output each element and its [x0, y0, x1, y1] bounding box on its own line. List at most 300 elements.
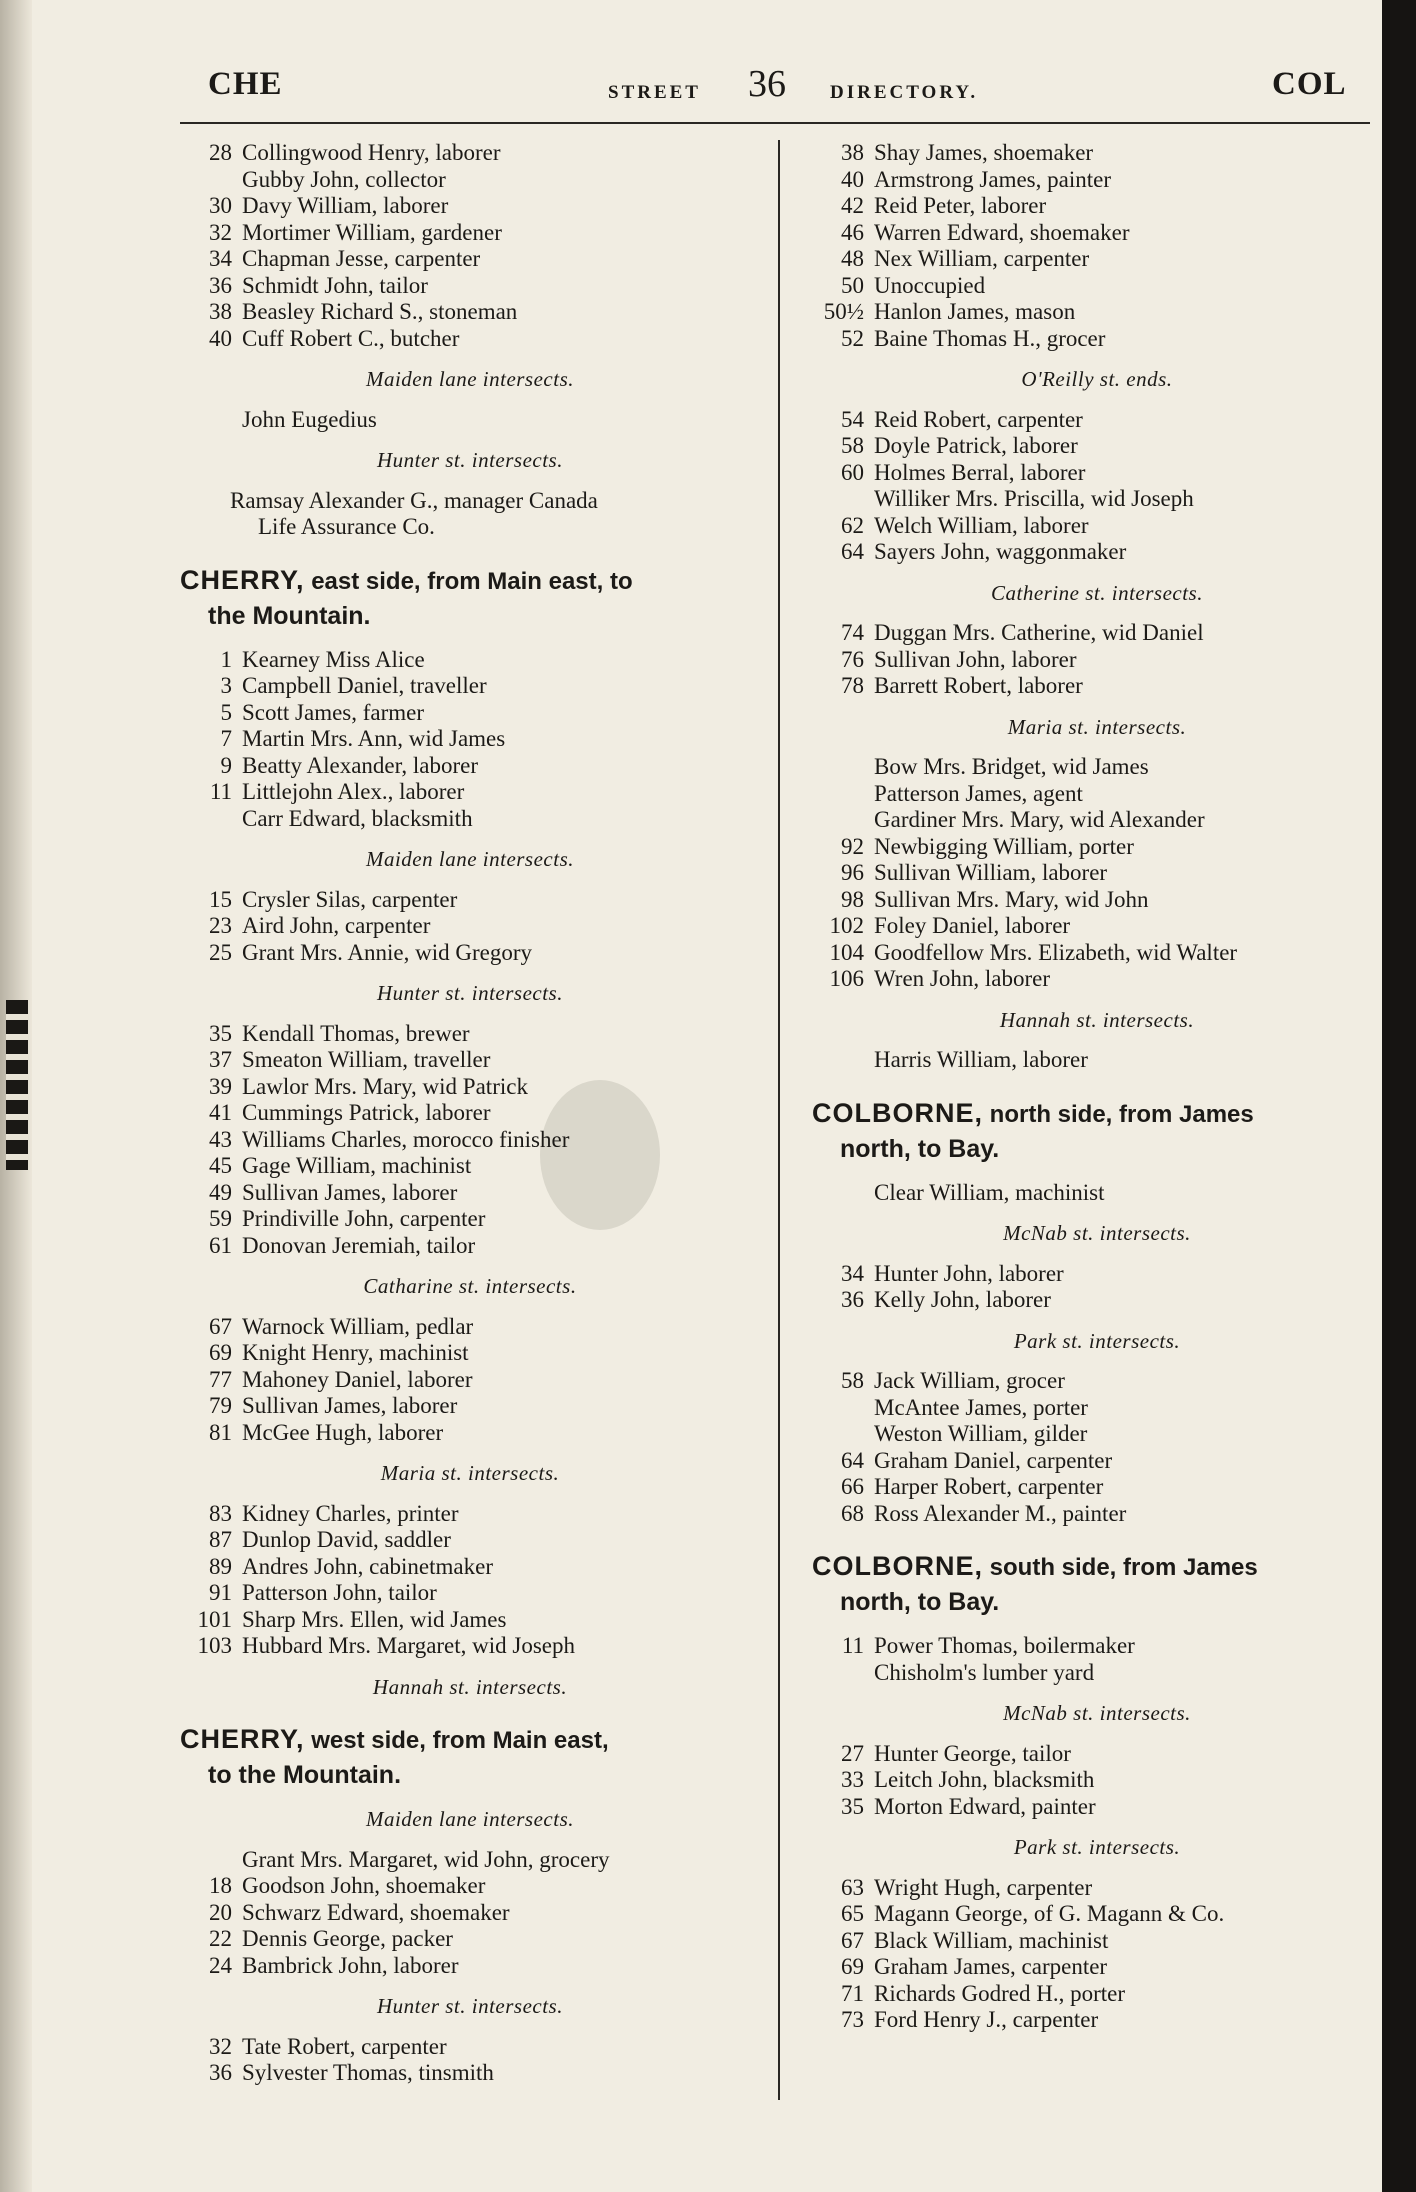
- street-name: COLBORNE,: [812, 1097, 983, 1128]
- house-number: 27: [841, 1740, 864, 1766]
- directory-entry: [812, 1047, 1382, 1074]
- street-extent: south side, from James: [983, 1554, 1258, 1581]
- resident-name: Beatty Alexander, laborer: [242, 752, 479, 778]
- house-number: 61: [209, 1232, 232, 1258]
- directory-entry: [812, 326, 1382, 353]
- house-number: 23: [209, 913, 232, 938]
- house-number: 5: [220, 699, 232, 725]
- resident-name: Wren John, laborer: [874, 966, 1050, 991]
- directory-entry: [180, 1420, 760, 1447]
- house-number: 40: [209, 325, 232, 351]
- street-extent-continued: to the Mountain.: [208, 1761, 402, 1789]
- resident-name: Grant Mrs. Annie, wid Gregory: [242, 939, 533, 965]
- directory-entry: [180, 1314, 760, 1341]
- resident-name: Kendall Thomas, brewer: [242, 1020, 470, 1046]
- running-head-right: COL: [1272, 66, 1347, 102]
- cross-street-note: O'Reilly st. ends.: [1021, 367, 1173, 391]
- directory-entry: [812, 754, 1382, 781]
- house-number: [180, 407, 242, 434]
- directory-entry: [812, 1633, 1382, 1660]
- street-name: CHERRY,: [180, 1724, 305, 1754]
- directory-entry: [180, 647, 760, 674]
- house-number: 9: [220, 752, 232, 778]
- resident-name: McAntee James, porter: [874, 1394, 1088, 1420]
- street-heading: [180, 1722, 760, 1792]
- directory-entry: [812, 539, 1382, 566]
- directory-entry: [180, 1180, 760, 1207]
- resident-name: Unoccupied: [874, 272, 986, 298]
- house-number: 33: [841, 1767, 864, 1792]
- resident-name: Hunter John, laborer: [874, 1260, 1064, 1286]
- resident-name: Tate Robert, carpenter: [242, 2033, 447, 2059]
- house-number: 66: [841, 1474, 864, 1499]
- directory-entry: [180, 753, 760, 780]
- directory-entry: [180, 1873, 760, 1900]
- cross-street-note: Hunter st. intersects.: [377, 1994, 563, 2018]
- resident-name: Power Thomas, boilermaker: [874, 1633, 1135, 1658]
- cross-street-note: Maria st. intersects.: [1007, 714, 1187, 739]
- street-extent-continued: north, to Bay.: [840, 1134, 1000, 1163]
- house-number: 37: [209, 1047, 232, 1072]
- resident-name: Weston William, gilder: [874, 1421, 1088, 1446]
- resident-name: Graham Daniel, carpenter: [874, 1447, 1113, 1473]
- house-number: 98: [841, 886, 864, 912]
- resident-name: Cuff Robert C., butcher: [242, 325, 460, 351]
- house-number: 35: [209, 1020, 232, 1046]
- resident-name: Sullivan William, laborer: [874, 860, 1108, 885]
- directory-entry: [812, 193, 1382, 220]
- house-number: 38: [209, 299, 232, 324]
- street-name: COLBORNE,: [812, 1551, 983, 1581]
- house-number: 50½: [823, 299, 864, 324]
- directory-entry: [812, 299, 1382, 326]
- directory-entry: [180, 407, 760, 434]
- resident-name: Patterson James, agent: [874, 780, 1083, 806]
- directory-entry: [180, 1340, 760, 1367]
- directory-entry: [812, 1794, 1382, 1821]
- resident-name: Williker Mrs. Priscilla, wid Joseph: [874, 486, 1194, 511]
- resident-name: McGee Hugh, laborer: [242, 1419, 444, 1445]
- directory-entry: [812, 1954, 1382, 1981]
- house-number: 77: [209, 1366, 232, 1392]
- house-number: 36: [209, 272, 232, 298]
- directory-entry: [180, 700, 760, 727]
- directory-entry: [180, 193, 760, 220]
- resident-name: Foley Daniel, laborer: [874, 913, 1071, 938]
- house-number: 11: [841, 1633, 864, 1658]
- directory-entry: [180, 1367, 760, 1394]
- directory-entry: [180, 726, 760, 753]
- directory-entry: [812, 1901, 1382, 1928]
- resident-name: Wright Hugh, carpenter: [874, 1874, 1093, 1900]
- resident-name: Ford Henry J., carpenter: [874, 2007, 1099, 2032]
- resident-name: Reid Robert, carpenter: [874, 406, 1083, 432]
- resident-name: Goodfellow Mrs. Elizabeth, wid Walter: [874, 939, 1238, 965]
- directory-entry: [812, 1368, 1382, 1395]
- cross-street-note: Hannah st. intersects.: [999, 1007, 1195, 1032]
- house-number: 30: [209, 193, 232, 218]
- directory-entry: [812, 273, 1382, 300]
- resident-name: Patterson John, tailor: [242, 1580, 437, 1605]
- resident-name: Smeaton William, traveller: [242, 1047, 491, 1072]
- house-number: 24: [209, 1952, 232, 1978]
- resident-name: Collingwood Henry, laborer: [242, 140, 501, 165]
- directory-entry: [812, 913, 1382, 940]
- directory-entry: [180, 673, 760, 700]
- resident-name: Doyle Patrick, laborer: [874, 433, 1078, 458]
- house-number: 1: [220, 646, 232, 672]
- resident-name: Prindiville John, carpenter: [242, 1206, 486, 1231]
- resident-name: John Eugedius: [242, 406, 377, 432]
- resident-name: Newbigging William, porter: [874, 833, 1134, 859]
- resident-name: Harper Robert, carpenter: [874, 1474, 1104, 1499]
- running-head-left: CHE: [208, 66, 283, 102]
- resident-name: Littlejohn Alex., laborer: [242, 779, 465, 804]
- directory-entry: [812, 1501, 1382, 1528]
- house-number: 69: [209, 1340, 232, 1365]
- house-number: [812, 754, 874, 781]
- page-number: 36: [748, 63, 786, 105]
- street-name: CHERRY,: [180, 564, 305, 595]
- directory-entry: [180, 1607, 760, 1634]
- house-number: 87: [209, 1527, 232, 1552]
- house-number: 7: [220, 726, 232, 751]
- column-divider: [778, 140, 780, 2100]
- left-column: [180, 140, 760, 2087]
- resident-name: Martin Mrs. Ann, wid James: [242, 726, 506, 751]
- directory-entry: [180, 220, 760, 247]
- directory-entry: [812, 940, 1382, 967]
- directory-entry: [180, 1501, 760, 1528]
- resident-name: Campbell Daniel, traveller: [242, 673, 487, 698]
- resident-name: Holmes Berral, laborer: [874, 459, 1086, 485]
- house-number: 92: [841, 833, 864, 859]
- street-extent-continued: north, to Bay.: [840, 1588, 1000, 1616]
- directory-entry: [812, 486, 1382, 513]
- cross-street-note: Hunter st. intersects.: [377, 448, 563, 472]
- directory-entry: [180, 1633, 760, 1660]
- directory-entry: [812, 807, 1382, 834]
- directory-entry: [180, 1206, 760, 1233]
- resident-name: Bambrick John, laborer: [242, 1952, 459, 1978]
- directory-entry: [812, 1261, 1382, 1288]
- house-number: 46: [841, 219, 864, 245]
- house-number: 64: [841, 1447, 864, 1473]
- directory-entry: [812, 887, 1382, 914]
- right-column: [812, 140, 1382, 2034]
- resident-name: Schmidt John, tailor: [242, 272, 428, 298]
- house-number: 104: [829, 939, 864, 965]
- directory-entry: [180, 2034, 760, 2061]
- directory-entry: [812, 1448, 1382, 1475]
- house-number: 83: [209, 1500, 232, 1526]
- house-number: 64: [841, 539, 864, 564]
- directory-entry: [180, 940, 760, 967]
- directory-entry: [812, 1180, 1382, 1207]
- directory-entry: [812, 860, 1382, 887]
- house-number: 59: [209, 1206, 232, 1231]
- cross-street-note: Maiden lane intersects.: [365, 367, 575, 391]
- resident-name: Williams Charles, morocco finisher: [242, 1126, 570, 1152]
- directory-entry: [812, 1421, 1382, 1448]
- resident-name: Crysler Silas, carpenter: [242, 886, 458, 912]
- directory-entry: [180, 326, 760, 353]
- resident-name: Sayers John, waggonmaker: [874, 539, 1127, 564]
- house-number: 81: [209, 1419, 232, 1445]
- resident-name: Hunter George, tailor: [874, 1740, 1071, 1766]
- house-number: 102: [829, 913, 864, 938]
- directory-entry: [812, 1474, 1382, 1501]
- directory-entry: [812, 460, 1382, 487]
- resident-name: Harris William, laborer: [874, 1047, 1088, 1072]
- resident-name: Sullivan John, laborer: [874, 646, 1077, 672]
- directory-entry: [812, 1875, 1382, 1902]
- house-number: 54: [841, 406, 864, 432]
- resident-name: Black William, machinist: [874, 1927, 1109, 1953]
- house-number: 101: [197, 1606, 232, 1632]
- house-number: 35: [841, 1793, 864, 1819]
- house-number: 68: [841, 1500, 864, 1526]
- house-number: 25: [209, 939, 232, 965]
- street-extent: west side, from Main east,: [304, 1727, 609, 1754]
- resident-name: Armstrong James, painter: [874, 166, 1111, 192]
- resident-name: Sullivan James, laborer: [242, 1393, 458, 1418]
- house-number: 60: [841, 459, 864, 485]
- house-number: 3: [220, 673, 232, 698]
- resident-name: Donovan Jeremiah, tailor: [242, 1232, 476, 1258]
- resident-name: Mortimer William, gardener: [242, 219, 502, 245]
- resident-name-continued: Life Assurance Co.: [258, 514, 435, 539]
- directory-entry: [180, 1847, 760, 1874]
- cross-street-note: Catharine st. intersects.: [363, 1274, 577, 1298]
- house-number: 38: [841, 140, 864, 165]
- resident-name: Aird John, carpenter: [242, 913, 431, 938]
- cross-street-note: Park st. intersects.: [1013, 1328, 1181, 1353]
- resident-name: Leitch John, blacksmith: [874, 1767, 1095, 1792]
- resident-name: Clear William, machinist: [874, 1179, 1105, 1205]
- house-number: 63: [841, 1874, 864, 1900]
- resident-name: Chapman Jesse, carpenter: [242, 246, 481, 271]
- directory-entry: [812, 834, 1382, 861]
- resident-name: Warnock William, pedlar: [242, 1313, 474, 1339]
- directory-entry: [812, 220, 1382, 247]
- directory-entry: [180, 246, 760, 273]
- directory-entry: [812, 1660, 1382, 1687]
- house-number: 41: [209, 1100, 232, 1125]
- house-number: 15: [209, 886, 232, 912]
- directory-entry: [180, 1527, 760, 1554]
- directory-entry: [812, 1928, 1382, 1955]
- directory-entry: [180, 140, 760, 167]
- directory-entry: [180, 1021, 760, 1048]
- resident-name: Hanlon James, mason: [874, 299, 1076, 324]
- directory-entry: [180, 1233, 760, 1260]
- resident-name: Grant Mrs. Margaret, wid John, grocery: [242, 1846, 610, 1872]
- resident-name: Ramsay Alexander G., manager Canada: [230, 487, 598, 513]
- cross-street-note: Catherine st. intersects.: [991, 580, 1203, 605]
- directory-entry: [180, 1926, 760, 1953]
- house-number: 76: [841, 646, 864, 672]
- house-number: 78: [841, 673, 864, 698]
- house-number: [812, 781, 874, 808]
- scan-dark-edge: [1382, 0, 1416, 2192]
- directory-entry: [812, 620, 1382, 647]
- house-number: 49: [209, 1179, 232, 1205]
- resident-name: Magann George, of G. Magann & Co.: [874, 1901, 1225, 1926]
- resident-name: Lawlor Mrs. Mary, wid Patrick: [242, 1073, 528, 1099]
- house-number: 91: [209, 1580, 232, 1605]
- resident-name: Welch William, laborer: [874, 512, 1089, 538]
- resident-name: Morton Edward, painter: [874, 1793, 1096, 1819]
- directory-entry: [180, 2060, 760, 2087]
- directory-entry: [180, 1100, 760, 1127]
- house-number: 45: [209, 1153, 232, 1178]
- resident-name: Mahoney Daniel, laborer: [242, 1366, 473, 1392]
- house-number: [812, 1660, 874, 1687]
- house-number: 40: [841, 166, 864, 192]
- directory-entry: [180, 1900, 760, 1927]
- resident-name: Hubbard Mrs. Margaret, wid Joseph: [242, 1633, 576, 1658]
- directory-entry: [812, 167, 1382, 194]
- directory-entry: [812, 433, 1382, 460]
- house-number: [180, 1847, 242, 1874]
- house-number: 42: [841, 193, 864, 218]
- resident-name: Chisholm's lumber yard: [874, 1659, 1095, 1685]
- street-heading: [812, 1096, 1382, 1166]
- resident-name: Bow Mrs. Bridget, wid James: [874, 754, 1149, 779]
- house-number: [180, 167, 242, 194]
- directory-entry: [812, 246, 1382, 273]
- directory-entry: [812, 407, 1382, 434]
- resident-name: Nex William, carpenter: [874, 246, 1090, 271]
- resident-name: Shay James, shoemaker: [874, 140, 1094, 165]
- resident-name: Sharp Mrs. Ellen, wid James: [242, 1606, 507, 1632]
- cross-street-note: McNab st. intersects.: [1003, 1221, 1191, 1245]
- resident-name: Kidney Charles, printer: [242, 1500, 459, 1526]
- house-number: 106: [829, 966, 864, 991]
- running-head-directory: DIRECTORY.: [830, 82, 979, 103]
- house-number: 36: [209, 2060, 232, 2085]
- resident-name: Scott James, farmer: [242, 699, 425, 725]
- resident-name: Ross Alexander M., painter: [874, 1500, 1127, 1526]
- directory-entry: [812, 1287, 1382, 1314]
- house-number: 39: [209, 1073, 232, 1099]
- directory-entry: [812, 966, 1382, 993]
- directory-entry: [812, 1767, 1382, 1794]
- house-number: 62: [841, 512, 864, 538]
- house-number: [812, 1395, 874, 1422]
- resident-name: Cummings Patrick, laborer: [242, 1100, 491, 1125]
- directory-entry: [180, 488, 760, 541]
- directory-entry: [180, 1153, 760, 1180]
- resident-name: Carr Edward, blacksmith: [242, 805, 473, 831]
- resident-name: Knight Henry, machinist: [242, 1340, 469, 1365]
- cross-street-note: Hunter st. intersects.: [377, 981, 563, 1005]
- resident-name: Richards Godred H., porter: [874, 1980, 1126, 2006]
- house-number: 43: [209, 1126, 232, 1152]
- house-number: 74: [841, 620, 864, 645]
- directory-entry: [812, 2007, 1382, 2034]
- cross-street-note: Maiden lane intersects.: [365, 1807, 575, 1831]
- house-number: 58: [841, 433, 864, 458]
- directory-entry: [180, 1554, 760, 1581]
- resident-name: Gardiner Mrs. Mary, wid Alexander: [874, 807, 1205, 832]
- directory-entry: [180, 1047, 760, 1074]
- house-number: [180, 806, 242, 833]
- directory-entry: [812, 647, 1382, 674]
- street-extent-continued: the Mountain.: [208, 601, 371, 630]
- resident-name: Warren Edward, shoemaker: [874, 219, 1130, 245]
- directory-entry: [812, 673, 1382, 700]
- resident-name: Graham James, carpenter: [874, 1954, 1108, 1979]
- header-rule: [180, 122, 1370, 124]
- resident-name: Kelly John, laborer: [874, 1287, 1051, 1312]
- directory-entry: [812, 1981, 1382, 2008]
- resident-name: Barrett Robert, laborer: [874, 673, 1083, 698]
- directory-entry: [180, 167, 760, 194]
- directory-entry: [180, 887, 760, 914]
- running-head-street: STREET: [608, 82, 701, 103]
- resident-name: Duggan Mrs. Catherine, wid Daniel: [874, 620, 1204, 645]
- house-number: 32: [209, 2033, 232, 2059]
- house-number: [812, 486, 874, 513]
- house-number: 28: [209, 140, 232, 165]
- directory-entry: [180, 299, 760, 326]
- cross-street-note: Maria st. intersects.: [380, 1461, 560, 1485]
- house-number: 58: [841, 1368, 864, 1393]
- house-number: 69: [841, 1954, 864, 1979]
- resident-name: Gage William, machinist: [242, 1153, 472, 1178]
- resident-name: Goodson John, shoemaker: [242, 1873, 486, 1898]
- directory-entry: [180, 1580, 760, 1607]
- resident-name: Gubby John, collector: [242, 166, 446, 192]
- house-number: 79: [209, 1393, 232, 1418]
- resident-name: Beasley Richard S., stoneman: [242, 299, 518, 324]
- binding-stamp: [6, 1000, 28, 1170]
- street-extent: north side, from James: [983, 1100, 1254, 1128]
- resident-name: Kearney Miss Alice: [242, 646, 425, 672]
- directory-entry: [180, 1074, 760, 1101]
- cross-street-note: Park st. intersects.: [1013, 1835, 1181, 1859]
- resident-name: Sullivan Mrs. Mary, wid John: [874, 886, 1149, 912]
- house-number: 34: [209, 246, 232, 271]
- resident-name: Jack William, grocer: [874, 1368, 1065, 1393]
- resident-name: Baine Thomas H., grocer: [874, 325, 1106, 351]
- house-number: 36: [841, 1287, 864, 1312]
- resident-name: Sylvester Thomas, tinsmith: [242, 2060, 494, 2085]
- resident-name: Schwarz Edward, shoemaker: [242, 1899, 510, 1925]
- cross-street-note: Maiden lane intersects.: [365, 847, 575, 871]
- resident-name: Dunlop David, saddler: [242, 1527, 451, 1552]
- cross-street-note: McNab st. intersects.: [1003, 1701, 1191, 1725]
- house-number: [812, 1047, 874, 1074]
- house-number: 11: [209, 779, 232, 804]
- house-number: 22: [209, 1926, 232, 1951]
- house-number: [812, 807, 874, 834]
- house-number: 48: [841, 246, 864, 271]
- house-number: 52: [841, 325, 864, 351]
- street-heading: [180, 563, 760, 633]
- directory-entry: [180, 779, 760, 806]
- directory-entry: [180, 1393, 760, 1420]
- house-number: 96: [841, 860, 864, 885]
- house-number: 67: [209, 1313, 232, 1339]
- directory-entry: [180, 913, 760, 940]
- house-number: 50: [841, 272, 864, 298]
- cross-street-note: Hannah st. intersects.: [372, 1674, 568, 1699]
- directory-entry: [812, 140, 1382, 167]
- directory-entry: [180, 1127, 760, 1154]
